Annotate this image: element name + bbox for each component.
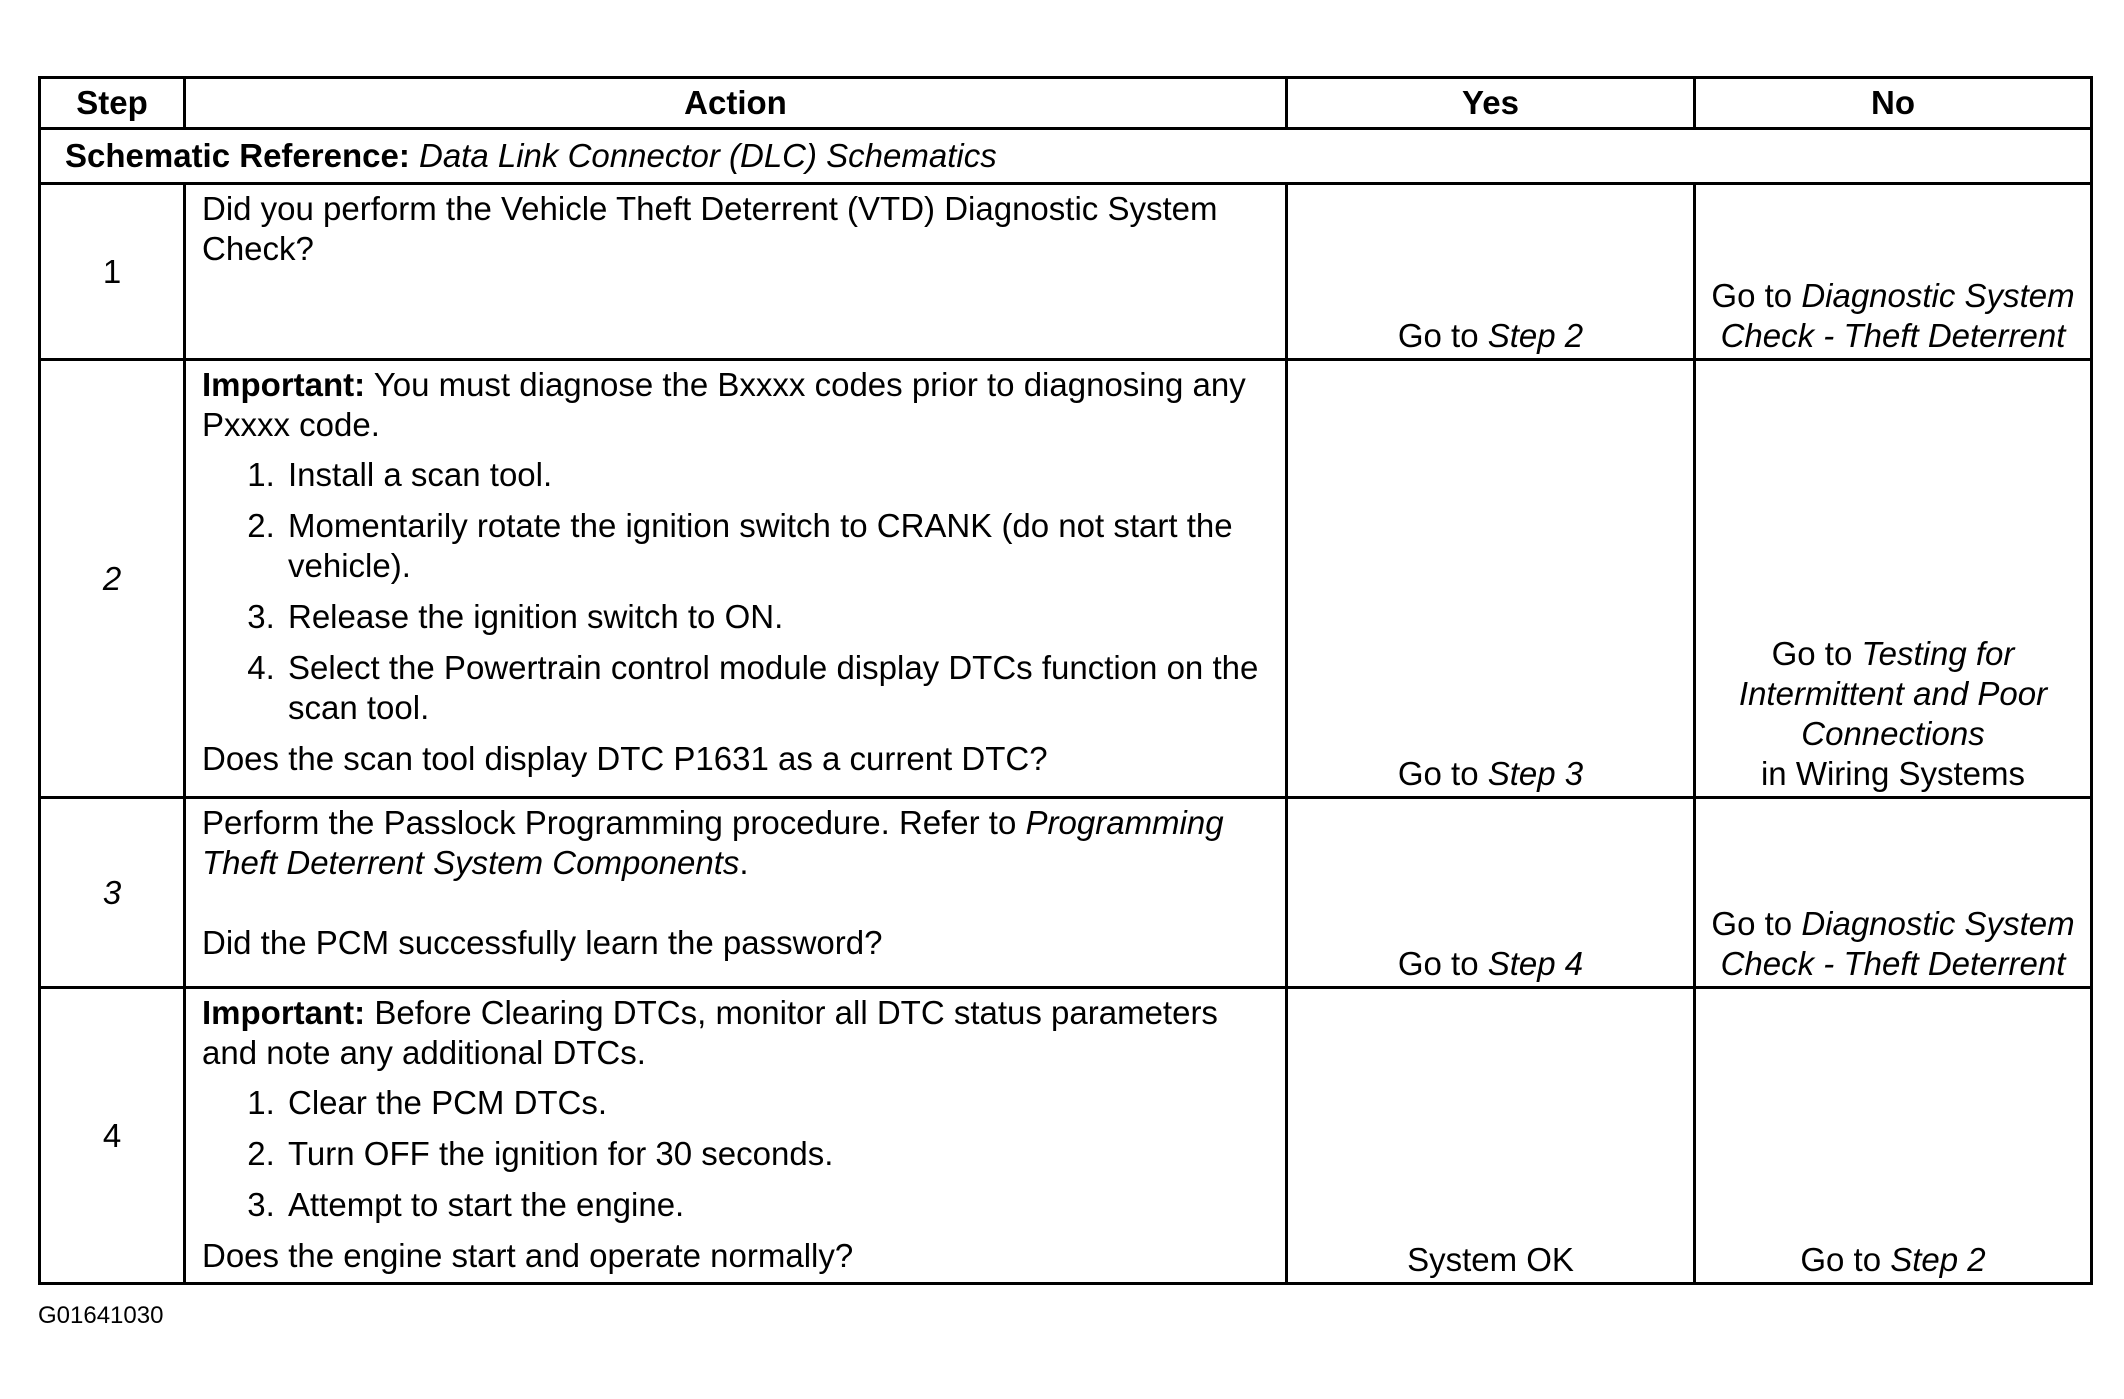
action-cell <box>185 360 1287 798</box>
question-text: Does the engine start and operate normally? <box>202 1237 854 1274</box>
list-item: 3. Attempt to start the engine. <box>284 1185 1269 1225</box>
no-cell <box>1695 184 2092 360</box>
no-cell <box>1695 988 2092 1284</box>
important-label: Important: <box>202 994 366 1031</box>
no-step-link[interactable]: Step 2 <box>1890 1241 1986 1278</box>
step-number: 3 <box>40 798 185 988</box>
table-row-step-3 <box>40 798 2092 988</box>
no-prefix: Go to <box>1711 277 1802 314</box>
no-reference-link[interactable]: Testing for Intermittent and Poor Connections <box>1738 635 2048 752</box>
yes-step-link[interactable]: Step 3 <box>1487 755 1584 792</box>
no-suffix: in Wiring Systems <box>1760 755 2026 792</box>
yes-prefix: Go to <box>1397 317 1488 354</box>
important-text: You must diagnose the Bxxxx codes prior to diagnosing any Pxxxx code. <box>202 366 1246 443</box>
action-reference-link[interactable]: Programming Theft Deterrent System Components <box>202 804 1224 881</box>
list-item: 1. Clear the PCM DTCs. <box>284 1083 1269 1123</box>
question-text: Did the PCM successfully learn the password? <box>202 924 883 961</box>
action-cell <box>185 184 1287 360</box>
yes-step-link[interactable]: Step 2 <box>1487 317 1584 354</box>
diagnostic-table <box>38 76 2093 1285</box>
action-text-end: . <box>739 844 749 881</box>
figure-id: G01641030 <box>38 1302 164 1329</box>
action-cell <box>185 798 1287 988</box>
important-text: Before Clearing DTCs, monitor all DTC status parameters and note any additional DTCs. <box>202 994 1218 1071</box>
yes-cell <box>1287 184 1695 360</box>
question-text: Does the scan tool display DTC P1631 as a current DTC? <box>202 740 1048 777</box>
yes-result: System OK <box>1407 1241 1574 1278</box>
yes-step-link[interactable]: Step 4 <box>1487 945 1584 982</box>
header-row <box>40 78 2092 129</box>
step-number: 1 <box>40 184 185 360</box>
procedure-list <box>202 455 1269 728</box>
schematic-reference-row <box>40 129 2092 184</box>
no-reference-link[interactable]: Diagnostic System Check - Theft Deterrent <box>1720 905 2075 982</box>
no-prefix: Go to <box>1711 905 1802 942</box>
step-number: 4 <box>40 988 185 1284</box>
list-item: 1. Install a scan tool. <box>284 455 1269 495</box>
important-note <box>202 365 1269 445</box>
header-action: Action <box>185 78 1287 129</box>
yes-cell <box>1287 988 1695 1284</box>
list-item: 4. Select the Powertrain control module display DTCs function on the scan tool. <box>284 648 1269 728</box>
important-label: Important: <box>202 366 366 403</box>
table-row-step-4 <box>40 988 2092 1284</box>
list-item: 2. Momentarily rotate the ignition switch to CRANK (do not start the vehicle). <box>284 506 1269 586</box>
schematic-reference-cell <box>40 129 2092 184</box>
step-number: 2 <box>40 360 185 798</box>
schematic-reference-label: Schematic Reference: <box>65 137 410 174</box>
action-text <box>202 803 1269 883</box>
no-reference-link[interactable]: Diagnostic System Check - Theft Deterrent <box>1720 277 2075 354</box>
table-row-step-2 <box>40 360 2092 798</box>
header-no: No <box>1695 78 2092 129</box>
list-item: 2. Turn OFF the ignition for 30 seconds. <box>284 1134 1269 1174</box>
yes-cell <box>1287 360 1695 798</box>
yes-prefix: Go to <box>1397 755 1488 792</box>
important-note <box>202 993 1269 1073</box>
no-prefix: Go to <box>1800 1241 1891 1278</box>
no-prefix: Go to <box>1771 635 1862 672</box>
action-text-lead: Perform the Passlock Programming procedure. Refer to <box>202 804 1026 841</box>
schematic-reference-link[interactable]: Data Link Connector (DLC) Schematics <box>419 137 997 174</box>
action-text: Did you perform the Vehicle Theft Deterrent (VTD) Diagnostic System Check? <box>202 190 1218 267</box>
action-cell <box>185 988 1287 1284</box>
no-cell <box>1695 360 2092 798</box>
yes-cell <box>1287 798 1695 988</box>
header-yes: Yes <box>1287 78 1695 129</box>
no-cell <box>1695 798 2092 988</box>
yes-prefix: Go to <box>1397 945 1488 982</box>
procedure-list <box>202 1083 1269 1225</box>
table-row-step-1 <box>40 184 2092 360</box>
header-step: Step <box>40 78 185 129</box>
list-item: 3. Release the ignition switch to ON. <box>284 597 1269 637</box>
